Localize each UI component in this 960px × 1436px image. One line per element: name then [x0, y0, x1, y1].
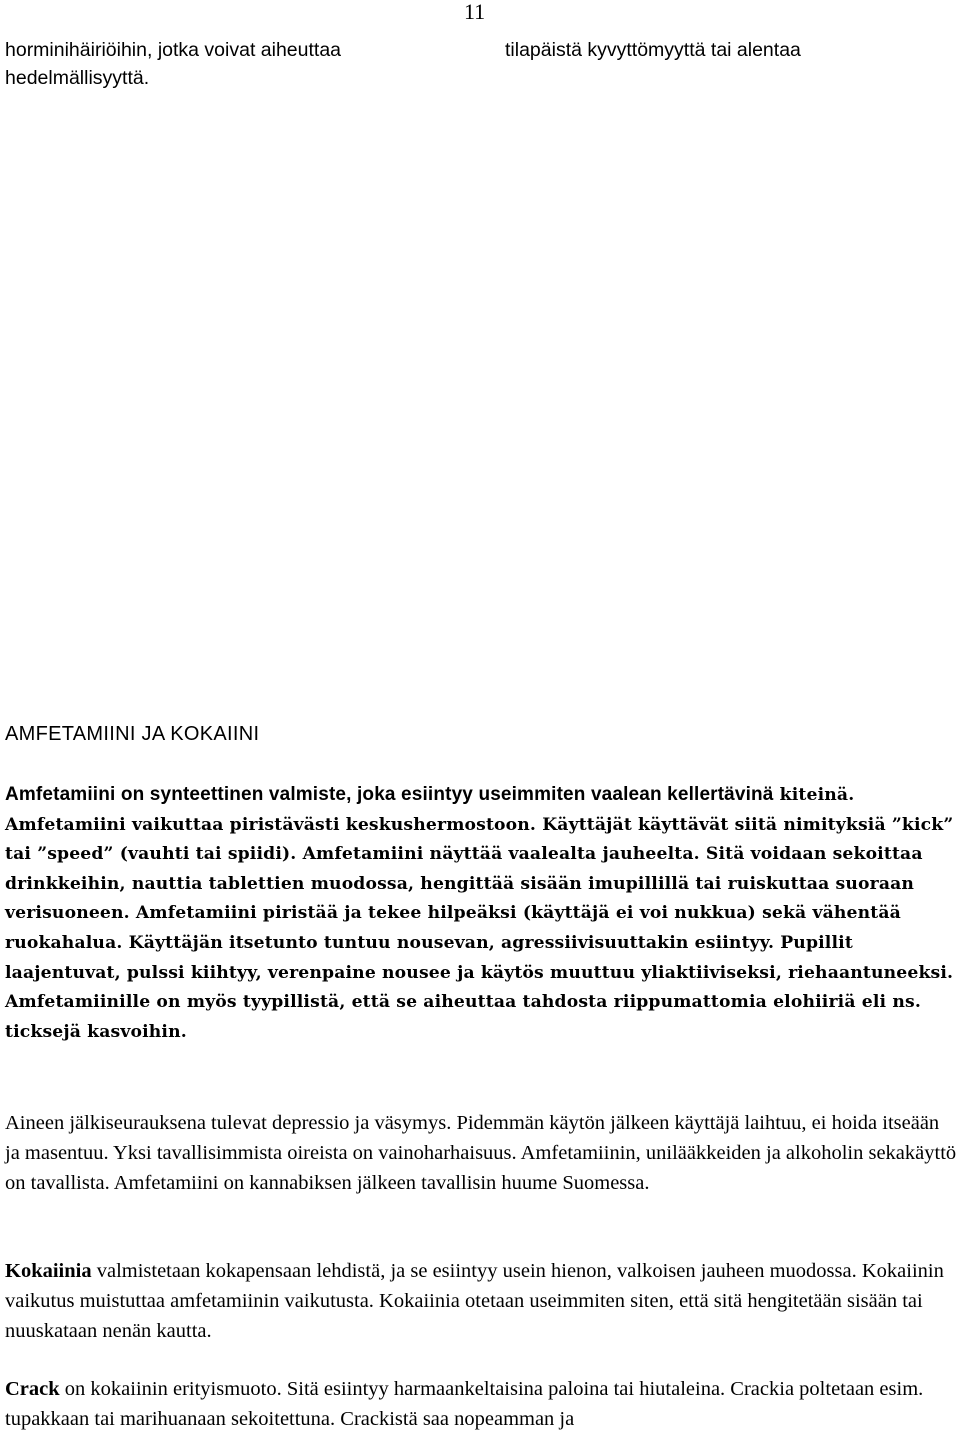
section-heading: AMFETAMIINI JA KOKAIINI — [5, 723, 260, 745]
aftereffects-paragraph: Aineen jälkiseurauksena tulevat depressio ja väsymys. Pidemmän käytön jälkeen käyttäjä laihtuu, ei hoida itseään ja masentuu. Yksi tavallisimmista oireista on vainoharhaisuus. Amfetamiinin, unilääkkeiden ja alkoholin sekakäyttö on tavallista. Amfetamiini on kannabiksen jälkeen tavallisin huume Suomessa. — [5, 1112, 957, 1194]
crack-paragraph-body: on kokaiinin erityismuoto. Sitä esiintyy harmaankeltaisina paloina tai hiutaleina. Crackia poltetaan esim. tupakkaan tai marihuanaan sekoitettuna. Crackistä saa nopeamman ja — [5, 1378, 924, 1430]
amfetamiini-paragraph — [5, 780, 957, 1047]
continued-text-right: tilapäistä kyvyttömyyttä tai alentaa — [505, 39, 801, 61]
amfetamiini-paragraph-lead: Amfetamiini on synteettinen valmiste, joka esiintyy useimmiten vaalean kellertävinä — [5, 784, 774, 805]
crack-term: Crack — [5, 1378, 60, 1400]
amfetamiini-paragraph-body: kiteinä. Amfetamiini vaikuttaa piristävästi keskushermostoon. Käyttäjät käyttävät siitä nimityksiä ”kick” tai ”speed” (vauhti tai spiidi). Amfetamiini näyttää vaalealta jauheelta. Sitä voidaan sekoittaa drinkkeihin, nauttia tablettien muodossa, hengittää sisään imupillillä tai ruiskuttaa suoraan verisuoneen. Amfetamiini piristää ja tekee hilpeäksi (käyttäjä ei voi nukkua) sekä vähentää ruokahalua. Käyttäjän itsetunto tuntuu nousevan, agressiivisuuttakin esiintyy. Pupillit laajentuvat, pulssi kiihtyy, verenpaine nousee ja käytös muuttuu yliaktiiviseksi, riehaantuneeksi. Amfetamiinille on myös tyypillistä, että se aiheuttaa tahdosta riippumattomia elohiiriä eli ns. ticksejä kasvoihin. — [5, 785, 954, 1042]
continued-text-left: horminihäiriöihin, jotka voivat aiheuttaa hedelmällisyyttä. — [5, 39, 342, 89]
kokaiini-paragraph-body: valmistetaan kokapensaan lehdistä, ja se esiintyy usein hienon, valkoisen jauheen muodossa. Kokaiinin vaikutus muistuttaa amfetamiinin vaikutusta. Kokaiinia otetaan useimmiten siten, että sitä hengitetään sisään tai nuuskataan nenän kautta. — [5, 1260, 944, 1342]
kokaiini-paragraph — [5, 1256, 957, 1346]
kokaiini-term: Kokaiinia — [5, 1260, 92, 1282]
crack-paragraph — [5, 1374, 957, 1434]
page-number: 11 — [464, 0, 486, 24]
